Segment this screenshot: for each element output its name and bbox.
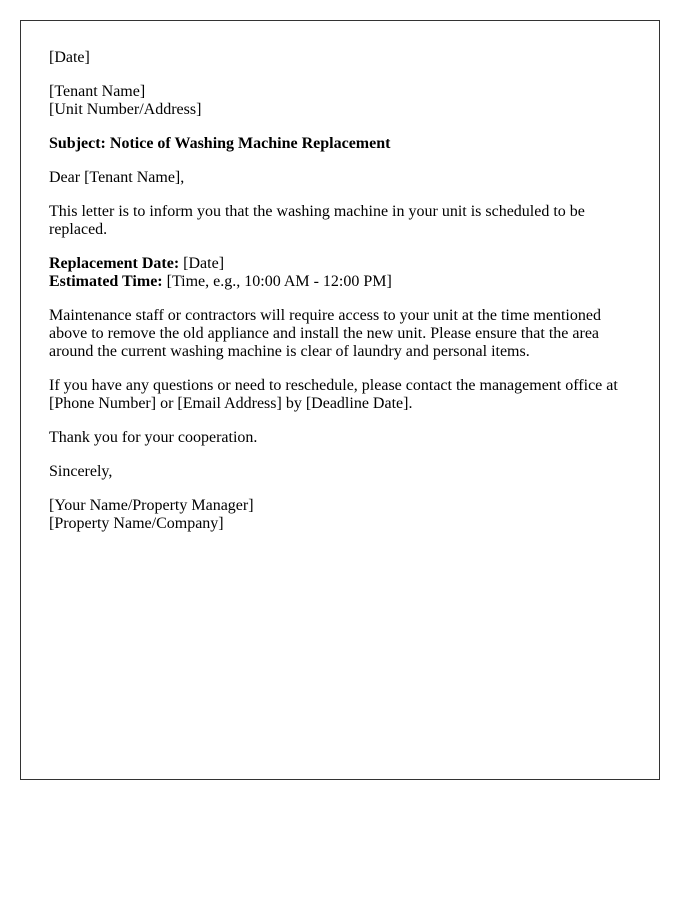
intro-text: This letter is to inform you that the washing machine in your unit is scheduled to be replaced. bbox=[49, 203, 585, 238]
salutation bbox=[49, 169, 631, 187]
estimated-time-value: [Time, e.g., 10:00 AM - 12:00 PM] bbox=[162, 273, 392, 290]
thanks-text: Thank you for your cooperation. bbox=[49, 429, 258, 446]
signature-name: [Your Name/Property Manager] bbox=[49, 497, 254, 514]
contact-paragraph bbox=[49, 377, 631, 413]
signature-block bbox=[49, 497, 631, 533]
recipient-block bbox=[49, 83, 631, 119]
letter-content bbox=[49, 49, 631, 549]
letter-date bbox=[49, 49, 631, 67]
replacement-details bbox=[49, 255, 631, 291]
date-text: [Date] bbox=[49, 49, 90, 66]
replacement-date-value: [Date] bbox=[179, 255, 225, 272]
thanks-paragraph bbox=[49, 429, 631, 447]
letter-page bbox=[20, 20, 660, 780]
letter-subject bbox=[49, 135, 631, 153]
estimated-time-line bbox=[49, 273, 631, 291]
salutation-text: Dear [Tenant Name], bbox=[49, 169, 185, 186]
intro-paragraph bbox=[49, 203, 631, 239]
replacement-date-line bbox=[49, 255, 631, 273]
access-text: Maintenance staff or contractors will require access to your unit at the time mentioned above to remove the old appliance and install the new unit. Please ensure that the area around the current washing machine is clear of laundry and personal items. bbox=[49, 307, 601, 360]
closing-text: Sincerely, bbox=[49, 463, 113, 480]
signature-company: [Property Name/Company] bbox=[49, 515, 224, 532]
estimated-time-label: Estimated Time: bbox=[49, 273, 163, 290]
subject-text: Subject: Notice of Washing Machine Replacement bbox=[49, 135, 391, 152]
recipient-address: [Unit Number/Address] bbox=[49, 101, 202, 118]
access-paragraph bbox=[49, 307, 631, 361]
closing bbox=[49, 463, 631, 481]
recipient-name: [Tenant Name] bbox=[49, 83, 146, 100]
contact-text: If you have any questions or need to reschedule, please contact the management office at [Phone Number] or [Email Address] by [Deadline Date]. bbox=[49, 377, 618, 412]
replacement-date-label: Replacement Date: bbox=[49, 255, 180, 272]
